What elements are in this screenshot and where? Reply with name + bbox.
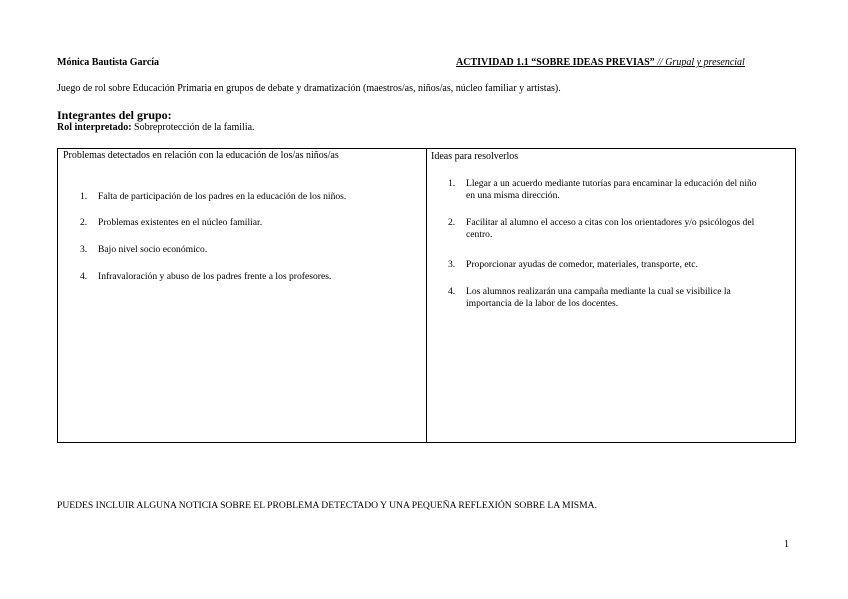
item-text: Facilitar al alumno el acceso a citas con los orientadores y/o psicólogos del centro. xyxy=(466,217,755,240)
author-name: Mónica Bautista García xyxy=(57,57,160,68)
intro-text: Juego de rol sobre Educación Primaria en grupos de debate y dramatización (maestros/as, niños/as, núcleo familiar y artistas). xyxy=(57,83,561,94)
item-text: Los alumnos realizarán una campaña mediante la cual se visibilice la importancia de la labor de los docentes. xyxy=(466,286,731,309)
item-text: Bajo nivel socio económico. xyxy=(98,244,208,255)
problems-ideas-table xyxy=(57,148,796,443)
item-text: Problemas existentes en el núcleo familiar. xyxy=(98,217,263,228)
item-number: 4. xyxy=(448,286,456,297)
activity-title: ACTIVIDAD 1.1 “SOBRE IDEAS PREVIAS” xyxy=(456,57,655,68)
item-number: 3. xyxy=(80,244,88,255)
item-number: 2. xyxy=(80,217,88,228)
role-line xyxy=(57,122,255,133)
page-number: 1 xyxy=(784,539,789,550)
ideas-column xyxy=(427,149,795,442)
item-number: 3. xyxy=(448,259,456,270)
item-number: 1. xyxy=(80,191,88,202)
group-title: Integrantes del grupo: xyxy=(57,108,172,122)
role-value: Sobreprotección de la familia. xyxy=(131,122,255,133)
role-label: Rol interpretado: xyxy=(57,122,132,133)
problems-column xyxy=(58,149,427,442)
ideas-header: Ideas para resolverlos xyxy=(431,151,519,162)
activity-heading xyxy=(456,57,745,68)
item-text: Proporcionar ayudas de comedor, materiales, transporte, etc. xyxy=(466,259,698,270)
footer-note: PUEDES INCLUIR ALGUNA NOTICIA SOBRE EL PROBLEMA DETECTADO Y UNA PEQUEÑA REFLEXIÓN SOBRE LA MISMA. xyxy=(57,500,597,511)
item-number: 1. xyxy=(448,178,456,189)
item-number: 2. xyxy=(448,217,456,228)
problems-header: Problemas detectados en relación con la educación de los/as niños/as xyxy=(63,150,339,161)
item-text: Infravaloración y abuso de los padres frente a los profesores. xyxy=(98,271,332,282)
activity-mode: // Grupal y presencial xyxy=(654,57,745,68)
item-text: Falta de participación de los padres en la educación de los niños. xyxy=(98,191,347,202)
item-number: 4. xyxy=(80,271,88,282)
item-text: Llegar a un acuerdo mediante tutorías para encaminar la educación del niño en una misma dirección. xyxy=(466,178,757,201)
